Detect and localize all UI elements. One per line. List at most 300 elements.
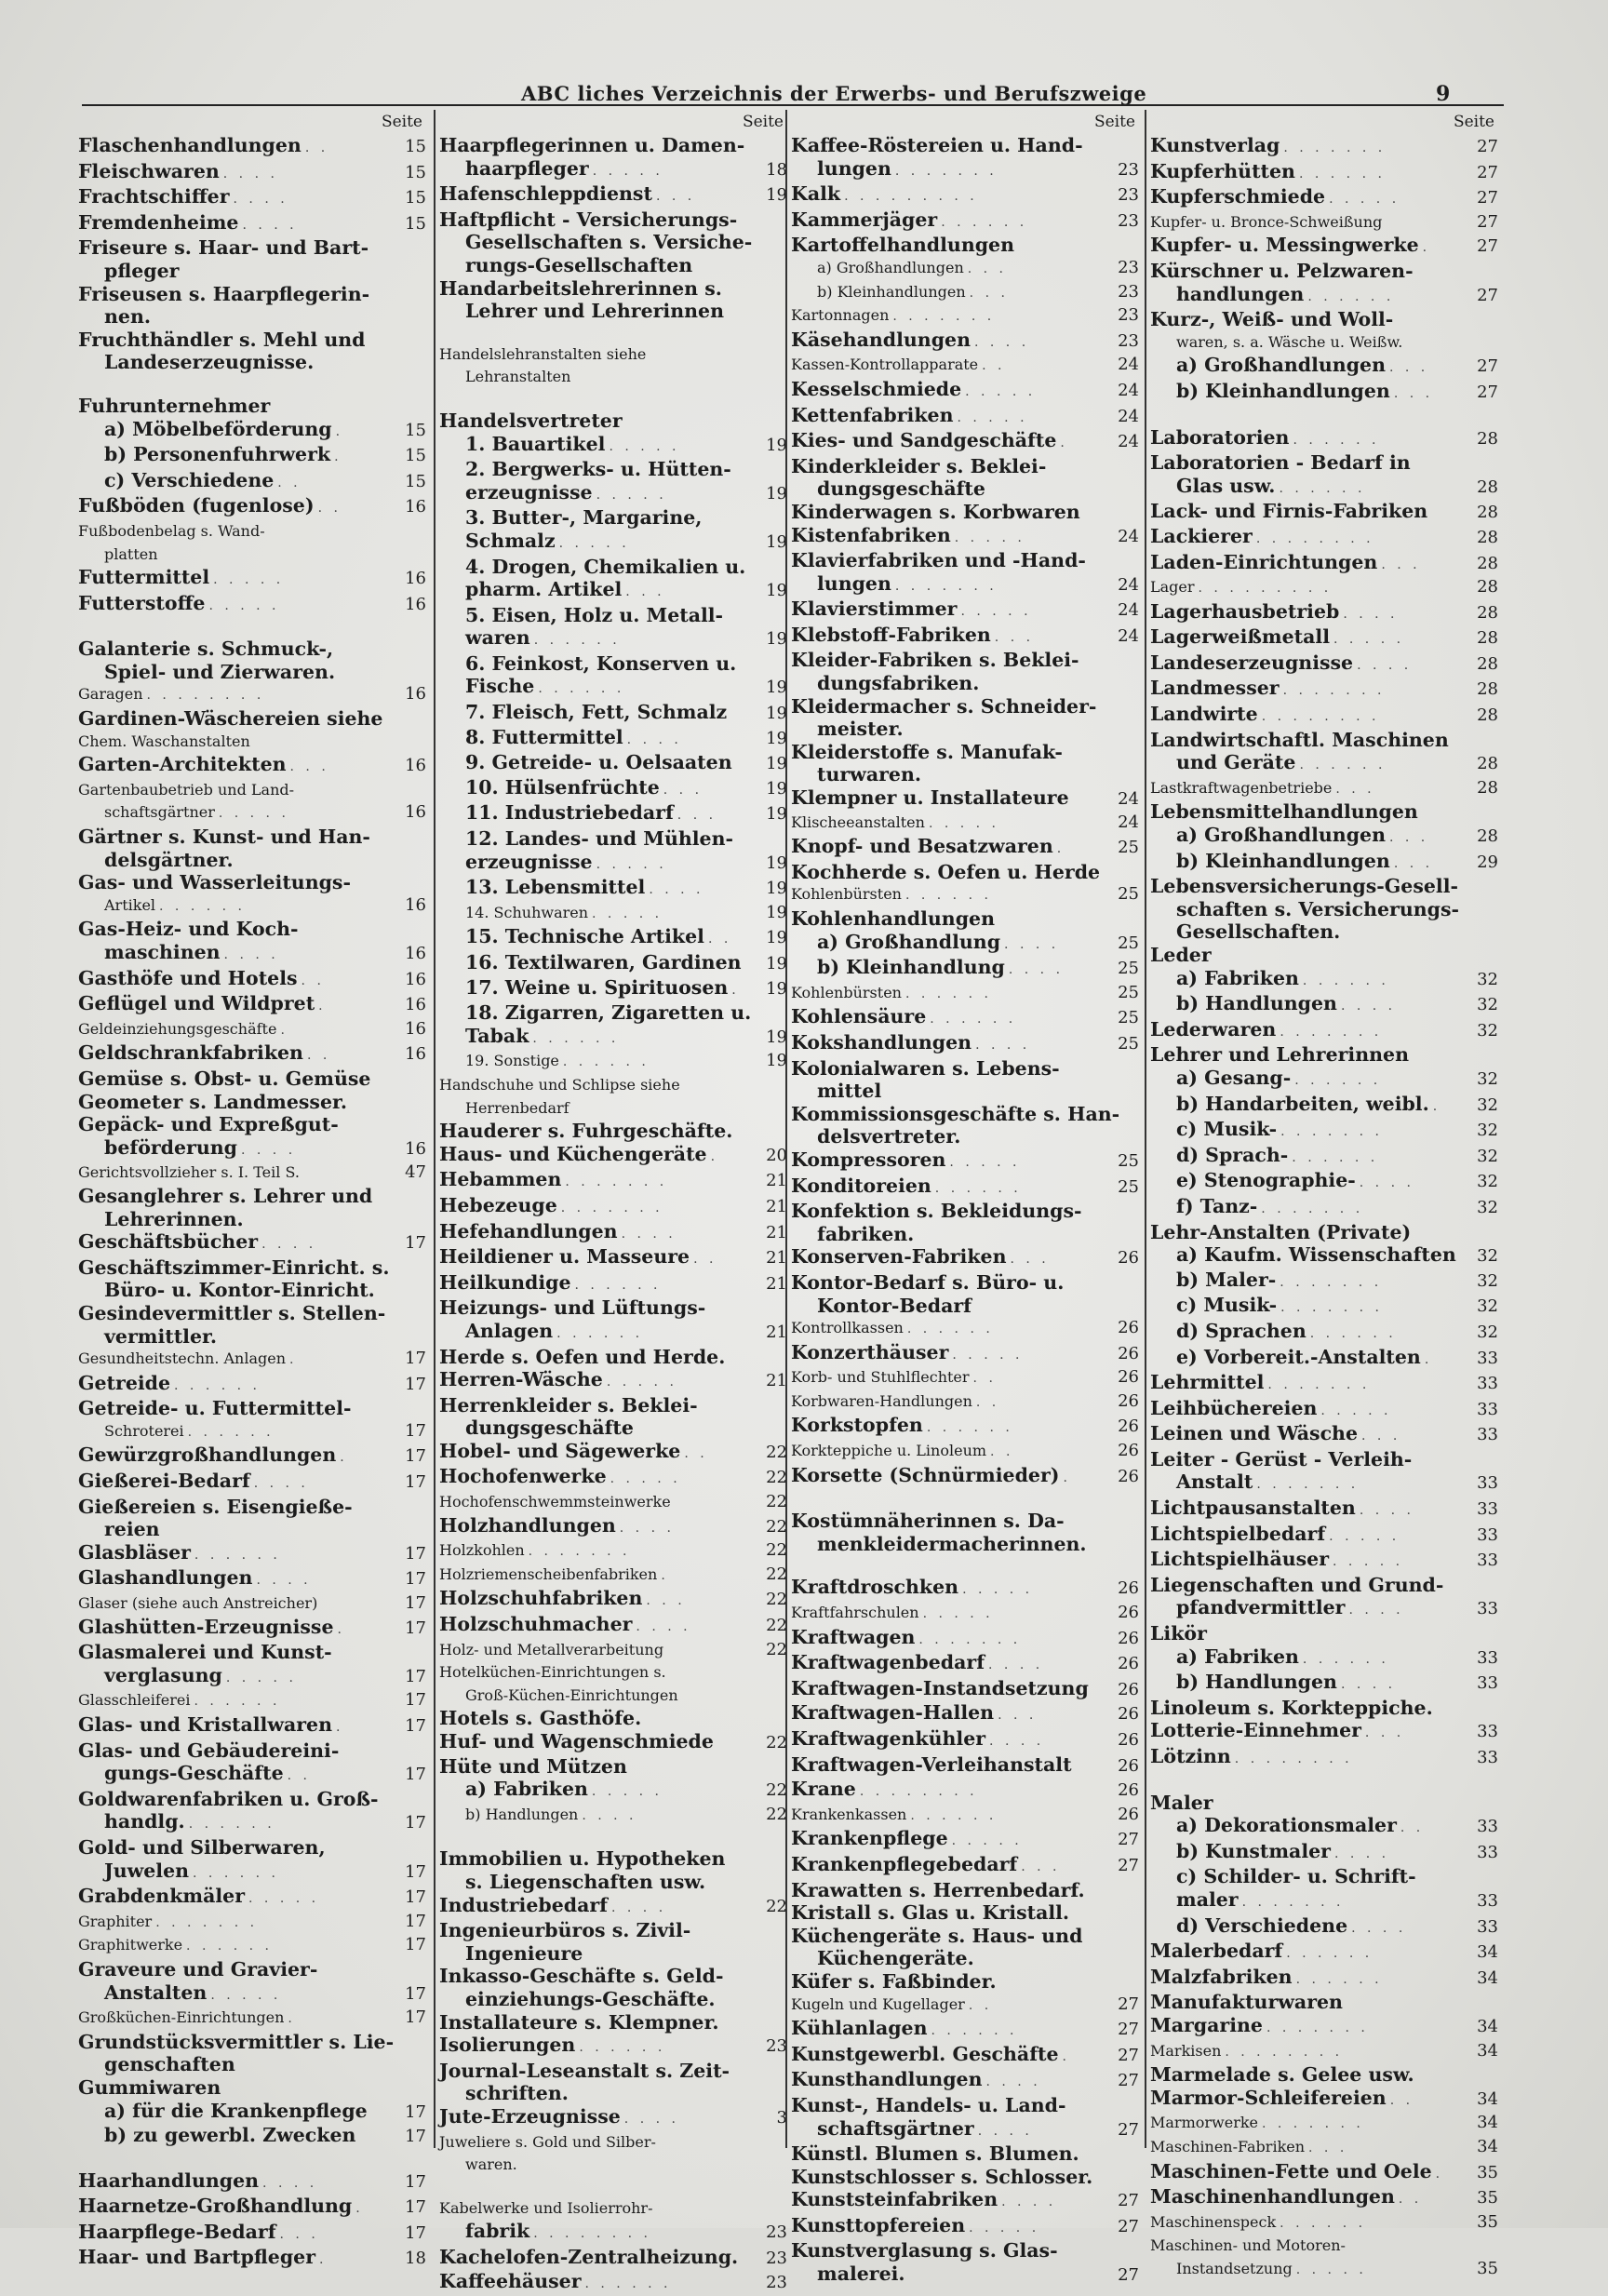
entry-page-number: 24 [1118,812,1139,832]
index-entry [78,2221,430,2247]
entry-leader-dots: . . . . . . [532,1030,620,1046]
entry-page-number: 16 [405,594,426,614]
index-entry [1150,1792,1502,1815]
entry-title: Klempner u. Installateure [791,786,1069,810]
index-entry [791,1651,1143,1677]
index-entry [78,849,430,872]
entry-leader-dots: . . . . . . [1294,1072,1382,1088]
entry-leader-dots: . . . [1335,781,1375,797]
entry-title: Getreide- u. Futtermittel- [78,1397,352,1420]
entry-title: Kassen-Kontrollapparate [791,356,979,374]
entry-leader-dots: . [1422,240,1431,256]
index-entry [1150,967,1502,993]
entry-leader-dots: . . . . . . . [1267,1377,1371,1393]
entry-leader-dots: . . . . [1343,606,1399,622]
entry-title: Juwelen [104,1859,190,1882]
index-entry [439,1491,791,1514]
entry-title: Kunstgewerbl. Geschäfte [791,2042,1059,2065]
index-entry [78,283,430,306]
entry-page-number: 17 [405,2222,426,2243]
entry-leader-dots: . [319,2252,328,2268]
entry-title: Glasmalerei und Kunst- [78,1641,332,1664]
index-entry [78,1616,430,1642]
entry-title: a) Großhandlung [817,930,1001,953]
entry-leader-dots: . . . [1393,855,1434,871]
index-entry [439,506,791,530]
entry-leader-dots: . . . . . . [193,1865,279,1881]
entry-leader-dots: . [731,982,740,998]
index-entry [439,1639,791,1662]
entry-title: Korbwaren-Handlungen [791,1391,972,1410]
entry-leader-dots: . . . . . [928,815,1000,831]
index-entry [791,1125,1143,1148]
entry-title: Glasschleiferei [78,1691,191,1710]
entry-page-number: 16 [405,944,426,963]
entry-title: Laden-Einrichtungen [1150,550,1378,573]
entry-title: Fuhrunternehmer [78,394,271,417]
index-entry [1150,625,1502,651]
index-entry [439,366,791,389]
entry-title: platten [104,544,158,563]
index-entry [1150,2136,1502,2160]
entry-leader-dots: . . . . . . . [1280,1300,1383,1316]
entry-leader-dots: . . . . . [606,1375,677,1390]
index-entry [791,1341,1143,1367]
entry-page-number: 27 [1118,1855,1139,1875]
index-entry [791,234,1143,257]
index-entry [791,1464,1143,1490]
entry-title: malerei. [817,2262,905,2286]
entry-title: f) Tanz- [1176,1194,1258,1217]
index-entry [1150,576,1502,600]
entry-title: Lehrer und Lehrerinnen [1150,1043,1409,1067]
index-entry [1150,1574,1502,1597]
entry-leader-dots: . . . [994,629,1035,645]
entry-title: Gemüse s. Obst- u. Gemüse [78,1067,371,1090]
entry-title: Gesanglehrer s. Lehrer und [78,1184,373,1207]
entry-title: Industriebedarf [439,1893,608,1916]
entry-title: haarpfleger [465,156,589,180]
entry-leader-dots: . . [1400,1820,1425,1836]
entry-title: Leinen und Wäsche [1150,1422,1359,1445]
entry-leader-dots: . . . . [582,1807,637,1823]
entry-title: Lebensmittelhandlungen [1150,800,1418,824]
entry-title: Lastkraftwagenbetriebe [1150,778,1333,797]
index-entry [78,1208,430,1231]
entry-page-number: 26 [1118,1318,1139,1338]
entry-title: c) Schilder- u. Schrift- [1176,1865,1416,1888]
entry-title: a) Großhandlungen [817,258,964,276]
entry-leader-dots: . . . . . [1295,2262,1367,2277]
index-entry [439,1097,791,1121]
entry-page-number: 26 [1118,1603,1139,1623]
index-entry [78,1592,430,1616]
index-entry [791,1533,1143,1556]
entry-page-number: 21 [766,1171,787,1191]
entry-leader-dots: . . . [1308,2140,1348,2155]
entry-page-number: 24 [1118,432,1139,452]
index-entry [791,2214,1143,2240]
entry-title: Krankenpflege [791,1827,948,1850]
column-head: Seite [381,113,422,131]
entry-leader-dots: . . [972,1371,997,1387]
entry-page-number: 33 [1477,1348,1498,1368]
entry-title: Friseusen s. Haarpflegerin- [78,282,370,305]
entry-title: Herren-Wäsche [439,1368,603,1391]
index-entry [791,861,1143,884]
index-entry [78,1256,430,1280]
entry-title: Kompressoren [791,1148,946,1171]
index-entry [791,1804,1143,1828]
entry-title: Hochofenwerke [439,1465,607,1488]
index-entry [791,2043,1143,2069]
entry-title: Büro- u. Kontor-Einricht. [104,1279,375,1302]
entry-page-number: 17 [405,2171,426,2192]
entry-title: Kesselschmiede [791,377,962,400]
entry-leader-dots: . . . . . [248,1891,320,1907]
index-entry [1150,1645,1502,1672]
entry-leader-dots: . . . . . [951,1833,1023,1849]
entry-title: Malzfabriken [1150,1965,1293,1988]
index-entry [791,208,1143,235]
index-column-1 [78,110,430,2269]
entry-title: dungsgeschäfte [465,1417,634,1440]
entry-leader-dots: . . . . . . [1309,1325,1397,1341]
entry-leader-dots: . . . [1393,385,1434,401]
entry-page-number: 24 [1118,380,1139,400]
entry-leader-dots: . . . . . . [579,2040,666,2056]
index-entry [439,1074,791,1097]
entry-title: Kinderkleider s. Beklei- [791,454,1047,477]
entry-title: menkleidermacherinnen. [817,1532,1087,1555]
entry-title: Korb- und Stuhlflechter [791,1368,970,1387]
entry-page-number: 27 [1477,356,1498,377]
index-entry [439,1685,791,1708]
index-entry [78,1885,430,1911]
entry-title: fabriken. [817,1222,915,1245]
entry-title: Marmor-Schleifereien [1150,2086,1387,2109]
entry-title: Kartonnagen [791,306,890,325]
entry-title: Kohlenhandlungen [791,907,995,930]
entry-page-number: 26 [1118,1417,1139,1437]
index-entry [78,1091,430,1114]
entry-title: Hochofenschwemmsteinwerke [439,1493,671,1511]
index-entry [791,1271,1143,1295]
entry-title: Groß-Küchen-Einrichtungen [465,1685,678,1704]
index-entry [791,597,1143,624]
index-entry [78,2195,430,2221]
index-entry [78,1518,430,1541]
index-entry [791,672,1143,695]
entry-page-number: 28 [1477,602,1498,623]
entry-leader-dots: . [337,1621,345,1637]
index-entry [1150,751,1502,777]
entry-leader-dots: . . . . . . [538,681,625,697]
index-entry [439,231,791,254]
entry-title: Landeserzeugnisse [1150,651,1354,674]
index-entry [1150,1346,1502,1372]
entry-leader-dots: . . . . [1008,962,1065,978]
entry-title: Lebensversicherungs-Gesell- [1150,875,1459,898]
index-entry [1150,2235,1502,2258]
entry-page-number: 27 [1118,1994,1139,2014]
index-entry [439,751,791,776]
entry-title: Holzschuhmacher [439,1613,633,1636]
entry-leader-dots: . [318,999,327,1014]
index-entry [439,851,791,877]
entry-page-number: 32 [1477,1270,1498,1291]
entry-title: Kraftwagen-Hallen [791,1701,995,1725]
entry-leader-dots: . . . . [242,217,298,233]
entry-page-number: 19 [766,581,787,601]
entry-title: Kaffeehäuser [439,2270,582,2293]
entry-title: Kunstschlosser s. Schlosser. [791,2165,1093,2188]
entry-title: a) Gesang- [1176,1066,1292,1089]
entry-title: Kostümnäherinnen s. Da- [791,1510,1065,1533]
entry-page-number: 21 [766,1322,787,1342]
index-entry [791,907,1143,931]
index-entry [78,1566,430,1592]
entry-leader-dots: . . . [289,759,329,775]
entry-title: b) zu gewerbl. Zwecken [104,2124,356,2147]
entry-title: d) Sprach- [1176,1143,1289,1166]
index-entry [78,894,430,919]
entry-leader-dots: . . [693,1252,717,1268]
entry-leader-dots: . [661,1567,669,1583]
index-entry [439,2060,791,2083]
index-entry [78,1981,430,2007]
entry-page-number: 32 [1477,969,1498,989]
entry-title: Kunstverglasung s. Glas- [791,2239,1058,2262]
index-entry [439,1942,791,1966]
entry-leader-dots: . . [287,1768,311,1784]
entry-leader-dots: . . [1389,2092,1414,2108]
entry-page-number: 19 [766,531,787,552]
index-entry [439,1778,791,1804]
entry-title: dungsgeschäfte [817,477,985,501]
entry-leader-dots: . . . . . . [1298,166,1386,181]
entry-leader-dots: . . . . [1333,1846,1390,1861]
index-entry [439,2270,791,2296]
entry-page-number: 26 [1118,1343,1139,1363]
index-entry [791,982,1143,1006]
entry-page-number: 17 [405,1569,426,1590]
entry-title: Fische [465,675,535,698]
index-entry [439,1143,791,1169]
entry-title: Klavierfabriken und -Hand- [791,549,1086,572]
entry-title: Huf- und Wagenschmiede [439,1730,714,1752]
index-entry [78,418,430,444]
entry-leader-dots: . . . . . [609,438,680,454]
entry-title: Galanterie s. Schmuck-, [78,638,334,661]
index-entry [1150,898,1502,921]
entry-leader-dots: . . . . . . [930,1012,1017,1027]
index-entry [78,351,430,374]
entry-leader-dots: . [288,2011,296,2027]
index-entry [439,1417,791,1440]
index-entry [791,956,1143,982]
entry-title: schaften s. Versicherungs- [1176,897,1460,920]
entry-page-number: 17 [405,1472,426,1493]
index-entry [78,2007,430,2031]
index-entry [791,1295,1143,1318]
index-entry [78,1325,430,1349]
entry-page-number: 17 [405,1983,426,2004]
entry-leader-dots: . . . [677,808,717,824]
index-entry [78,494,430,520]
entry-title: Instandsetzung [1176,2259,1293,2277]
entry-leader-dots: . . . . . [1333,1554,1404,1570]
entry-page-number: 19 [766,704,787,724]
entry-title: Lötzinn [1150,1745,1231,1767]
entry-page-number: 17 [405,1618,426,1638]
index-entry [78,661,430,684]
entry-leader-dots: . . . . [1357,657,1413,673]
entry-title: c) Musik- [1176,1118,1278,1141]
entry-leader-dots: . . . . [253,1476,309,1492]
entry-leader-dots: . [340,1450,348,1466]
entry-leader-dots: . [355,2201,364,2217]
index-entry [1150,2160,1502,2186]
entry-leader-dots: . . . . . . . [1280,1274,1383,1290]
entry-page-number: 24 [1118,574,1139,595]
entry-title: Getreide [78,1371,171,1394]
entry-title: a) Fabriken [1176,966,1299,989]
header-rule [82,104,1504,106]
entry-leader-dots: . . . . [636,1619,691,1635]
index-entry [1150,1865,1502,1888]
index-entry [791,572,1143,598]
entry-title: Futterstoffe [78,591,206,614]
index-entry [791,2068,1143,2094]
index-entry [1150,1067,1502,1093]
entry-page-number: 33 [1477,1599,1498,1619]
index-entry [439,951,791,976]
entry-title: Futtermittel [78,566,210,589]
entry-page-number: 23 [766,2222,787,2243]
index-entry [1150,1294,1502,1320]
entry-title: Gas- und Wasserleitungs- [78,871,351,894]
entry-title: Glashütten-Erzeugnisse [78,1615,334,1638]
entry-page-number: 33 [1477,1524,1498,1545]
entry-page-number: 19 [766,954,787,973]
entry-title: Chem. Waschanstalten [78,732,250,750]
index-entry [439,1296,791,1320]
index-entry [78,1836,430,1860]
entry-page-number: 26 [1118,1780,1139,1801]
entry-title: Knopf- und Besatzwaren [791,835,1053,858]
entry-page-number: 27 [1118,1830,1139,1850]
index-entry [1150,1991,1502,2014]
entry-title: Kristall s. Glas u. Kristall. [791,1901,1070,1925]
entry-leader-dots: . . . . [241,1142,297,1158]
index-entry [78,1161,430,1185]
entry-page-number: 33 [1477,1890,1498,1911]
entry-page-number: 27 [1477,137,1498,156]
entry-title: 6. Feinkost, Konserven u. [465,651,737,675]
entry-page-number: 32 [1477,1246,1498,1267]
entry-title: Konfektion s. Bekleidungs- [791,1200,1082,1223]
entry-title: Konditoreien [791,1174,931,1197]
entry-title: Haarhandlungen [78,2168,260,2192]
index-entry [1150,475,1502,501]
entry-title: Handelsvertreter [439,409,623,432]
entry-title: Kalk [791,182,841,206]
entry-title: Fleischwaren [78,159,220,182]
entry-title: pfandvermittler [1176,1596,1346,1619]
index-entry [791,1223,1143,1246]
entry-title: vermittler. [104,1324,218,1348]
index-entry [78,1689,430,1713]
entry-title: Krane [791,1778,856,1801]
entry-title: Lack- und Firnis-Fabriken [1150,500,1428,523]
index-entry [78,1185,430,1208]
index-entry [439,556,791,579]
index-entry [78,160,430,186]
index-entry [1150,1269,1502,1295]
index-entry [439,1271,791,1297]
entry-page-number: 22 [766,1733,787,1752]
entry-leader-dots: . . . . [1340,1677,1397,1693]
entry-title: a) Fabriken [465,1778,588,1801]
index-entry [1150,354,1502,380]
entry-leader-dots: . [334,450,342,465]
entry-leader-dots: . . . [1364,1725,1405,1741]
index-entry [791,1245,1143,1271]
index-entry [78,1113,430,1136]
entry-page-number: 26 [1118,1628,1139,1648]
entry-title: Kraftwagenbedarf [791,1651,985,1674]
entry-page-number: 33 [1477,1473,1498,1494]
index-entry [1150,1497,1502,1523]
entry-title: Kabelwerke und Isolierrohr- [439,2198,653,2217]
index-entry [1150,1195,1502,1221]
index-entry [78,1739,430,1763]
entry-leader-dots: . . . . . . . . . [844,189,978,205]
index-entry [1150,1093,1502,1119]
entry-title: Holzkohlen [439,1541,525,1560]
entry-page-number: 19 [766,678,787,698]
entry-page-number: 29 [1477,852,1498,872]
entry-leader-dots: . . . . . . . . . [1198,581,1333,597]
entry-title: Küfer s. Faßbinder. [791,1969,997,1993]
index-entry [439,481,791,507]
entry-leader-dots: . . . . . [208,597,280,613]
entry-page-number: 33 [1477,1722,1498,1742]
entry-title: und Geräte [1176,751,1296,774]
entry-page-number: 22 [766,1468,787,1488]
entry-page-number: 22 [766,1442,787,1462]
entry-page-number: 32 [1477,1146,1498,1166]
entry-page-number: 27 [1118,2191,1139,2211]
entry-leader-dots: . . . . [985,2074,1041,2090]
entry-leader-dots: . . . . . . [584,2276,672,2292]
entry-page-number: 24 [1118,789,1139,810]
entry-leader-dots: . . . . . . [906,1322,994,1337]
index-entry [78,469,430,495]
entry-page-number: 27 [1477,162,1498,182]
index-entry [791,1925,1143,1948]
entry-page-number: 17 [405,2127,426,2147]
entry-title: Likör [1150,1622,1207,1645]
entry-title: Käsehandlungen [791,328,971,351]
entry-title: Lehrer und Lehrerinnen [465,300,724,323]
index-entry [78,1348,430,1372]
entry-title: Kupfer- u. Messingwerke [1150,234,1419,257]
entry-leader-dots: . . . . . . [533,633,621,649]
entry-page-number: 22 [766,1590,787,1610]
entry-leader-dots: . . . . . . [1295,1971,1383,1987]
